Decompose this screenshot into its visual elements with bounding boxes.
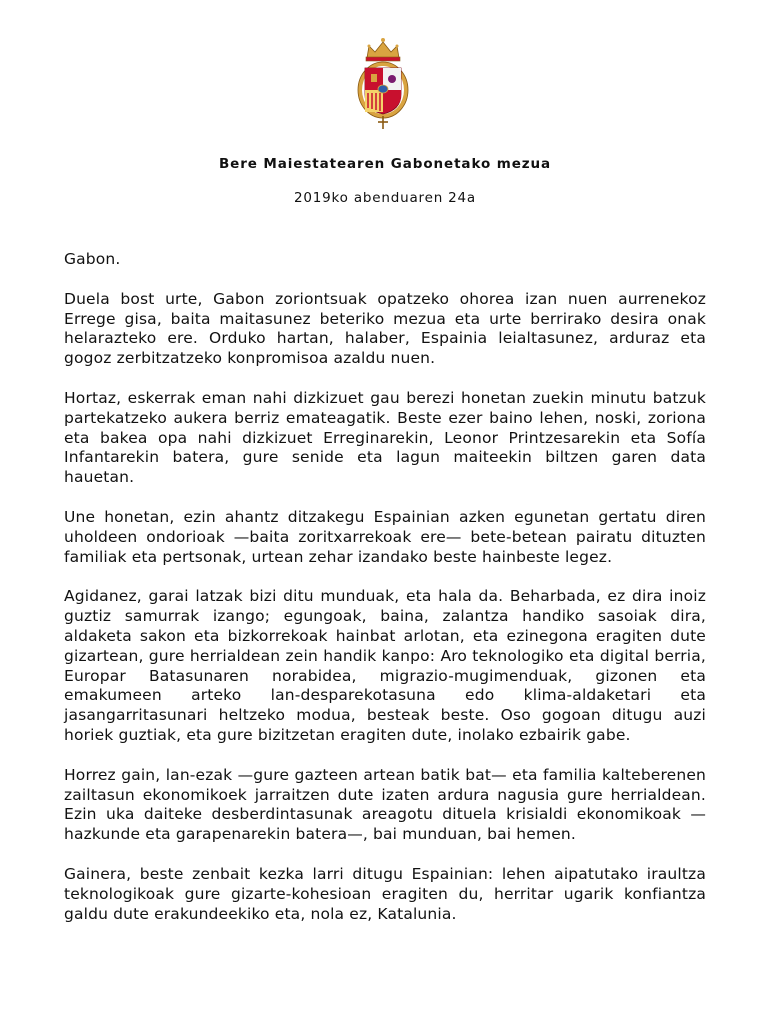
- body-paragraph: Agidanez, garai latzak bizi ditu munduak, eta hala da. Beharbada, ez dira inoiz guztiz samurrak izango; egungoak, baina, zalantza handiko sasoiak dira, aldaketa sakon eta bizkorrekoak hainbat arlotan, eta ezinegona eragiten dute gizartean, gure herrialdean zein handik kanpo: Aro teknologiko eta digital berria, Europar Batasunaren norabidea, migrazio-mugimenduak, gizonen eta emakumeen arteko lan-desparekotasuna edo klima-aldaketari eta jasangarritasunari heltzeko modua, besteak beste. Oso gogoan ditugu auzi horiek guztiak, eta gure bizitzetan eragiten dute, inolako ezbairik gabe.: [64, 587, 706, 744]
- message-body: [64, 250, 706, 944]
- body-paragraph: Hortaz, eskerrak eman nahi dizkizuet gau berezi honetan zuekin minutu batzuk partekatzeko aukera berriz emateagatik. Beste ezer baino lehen, noski, zoriona eta bakea opa nahi dizkizuet Erreginarekin, Leonor Printzesarekin eta Sofía Infantarekin batera, gure senide eta lagun maiteekin biltzen garen data hauetan.: [64, 388, 706, 487]
- document-date: 2019ko abenduaren 24a: [293, 190, 476, 206]
- document-title: Bere Maiestatearen Gabonetako mezua: [218, 156, 552, 172]
- body-paragraph: Gainera, beste zenbait kezka larri ditugu Espainian: lehen aipatutako iraultza teknologikoak gure gizarte-kohesioan eragiten du, herritar ugarik konfiantza galdu dute erakundeekiko eta, nola ez, Katalunia.: [64, 864, 706, 923]
- body-paragraph: Une honetan, ezin ahantz ditzakegu Espainian azken egunetan gertatu diren uholdeen ondorioak —baita zoritxarrekoak ere— bete-betean pairatu dituzten familiak eta pertsonak, urtean zehar izandako beste hainbeste legez.: [64, 507, 706, 566]
- royal-coat-of-arms-icon: [349, 36, 417, 130]
- body-paragraph: Horrez gain, lan-ezak —gure gazteen artean batik bat— eta familia kalteberenen zailtasun ekonomikoek jarraitzen dute izaten ardura nagusia gure herrialdean. Ezin uka daiteke desberdintasunak areagotu dituela krisialdi ekonomikoak —hazkunde eta garapenarekin batera—, bai munduan, bai hemen.: [64, 765, 706, 844]
- greeting-paragraph: Gabon.: [64, 250, 121, 268]
- shield-icon: [365, 68, 401, 114]
- body-paragraph: Duela bost urte, Gabon zoriontsuak opatzeko ohorea izan nuen aurrenekoz Errege gisa, baita maitasunez beteriko mezua eta urte berrirako desira onak helarazteko ere. Orduko hartan, halaber, Espainia leialtasunez, arduraz eta gogoz zerbitzatzeko konpromisoa azaldu nuen.: [64, 289, 706, 368]
- crown-icon: [366, 38, 400, 61]
